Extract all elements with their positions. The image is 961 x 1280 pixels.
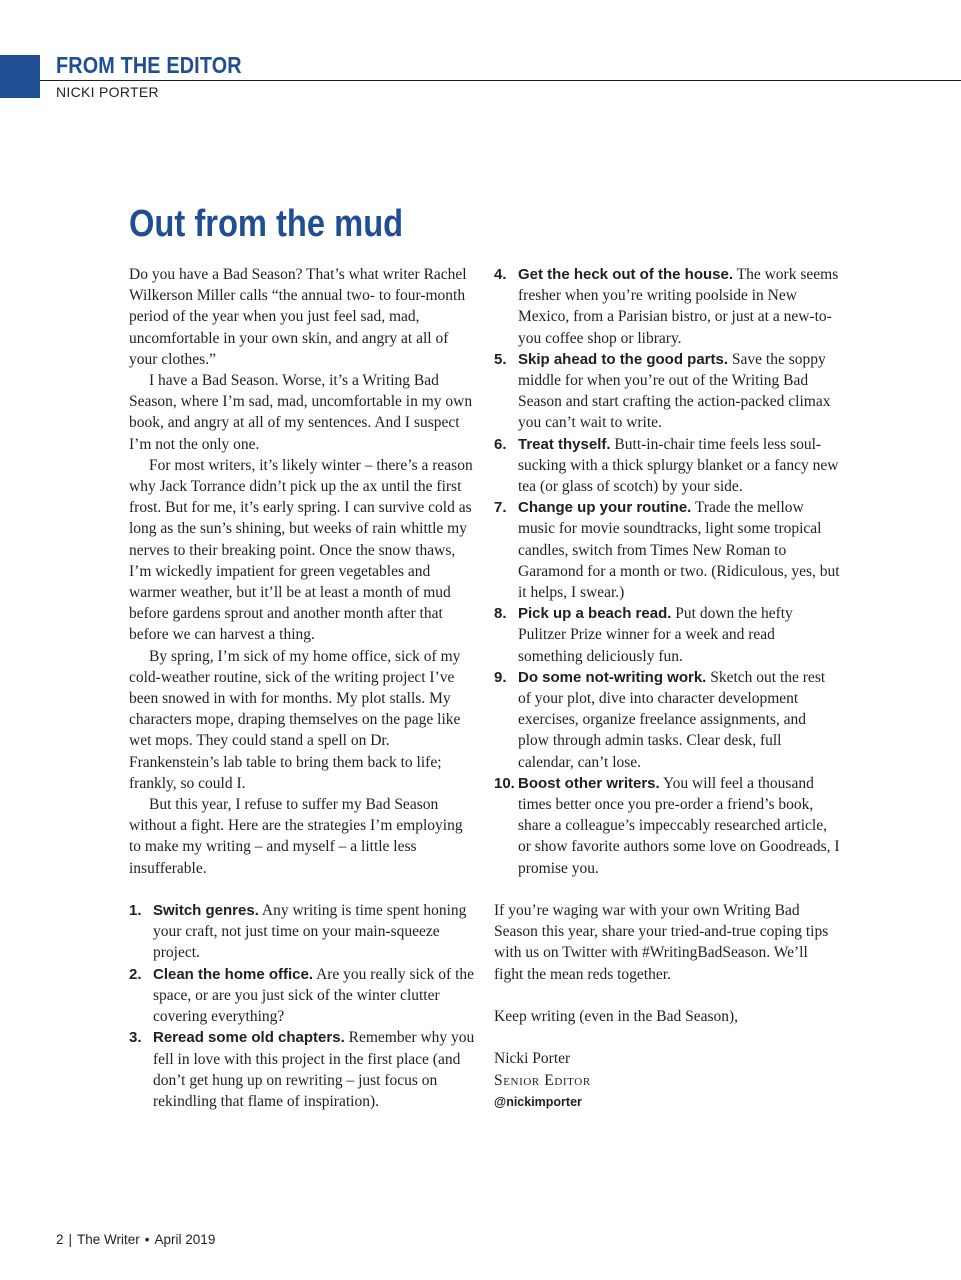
- section-title: FROM THE EDITOR: [56, 52, 242, 78]
- article-column-right: [494, 264, 840, 1113]
- article-title: Out from the mud: [129, 203, 404, 245]
- list-item: [129, 900, 475, 964]
- page-number: 2: [56, 1232, 64, 1247]
- list-number: 9.: [494, 668, 507, 686]
- list-text: You will feel a thousand times better once you pre-order a friend’s book, share a colleague’s impeccably researched article, or show favorite authors some love on Goodreads, I promise you.: [518, 774, 840, 877]
- header-accent-block: [0, 55, 40, 98]
- article-column-left: [129, 264, 475, 1112]
- footer-divider: |: [68, 1232, 73, 1247]
- twitter-handle[interactable]: @nickimporter: [494, 1094, 582, 1109]
- list-number: 4.: [494, 266, 507, 283]
- list-number: 8.: [494, 605, 507, 623]
- issue-date: April 2019: [154, 1232, 216, 1247]
- list-text: Remember why you fell in love with this project in the first place (and don’t get hung up on rewriting – just focus on rekindling that flame of inspiration).: [153, 1029, 475, 1110]
- list-lead: Do some not-writing work.: [518, 668, 707, 686]
- list-number: 3.: [129, 1029, 142, 1047]
- list-number: 7.: [494, 499, 507, 517]
- list-number: 6.: [494, 435, 507, 453]
- list-text: Are you really sick of the space, or are you just sick of the winter clutter covering everything?: [153, 965, 475, 1026]
- list-lead: Skip ahead to the good parts.: [518, 350, 729, 368]
- publication-name: The Writer: [77, 1232, 140, 1247]
- signoff: Keep writing (even in the Bad Season),: [494, 1008, 739, 1026]
- page-footer: [56, 1232, 215, 1247]
- intro-paragraph: I have a Bad Season. Worse, it’s a Writing Bad Season, where I’m sad, mad, uncomfortable in my own book, and angry at all of my sentences. And I suspect I’m not the only one.: [129, 372, 473, 453]
- list-item: [494, 773, 840, 879]
- author-name: NICKI PORTER: [56, 84, 159, 100]
- list-text: The work seems fresher when you’re writing poolside in New Mexico, from a Parisian bistro, or just at a new-to-you coffee shop or library.: [518, 266, 839, 347]
- list-item: [129, 964, 475, 1028]
- intro-paragraph: Do you have a Bad Season? That’s what writer Rachel Wilkerson Miller calls “the annual two- to four-month period of the year when you just feel sad, mad, uncomfortable in your own skin, and angry at all of your clothes.”: [129, 266, 467, 368]
- list-number: 1.: [129, 902, 142, 920]
- list-number: 10.: [494, 774, 515, 792]
- intro-paragraph: But this year, I refuse to suffer my Bad Season without a fight. Here are the strategies I’m employing to make my writing – and myself – a little less insufferable.: [129, 796, 463, 877]
- list-text: Trade the mellow music for movie soundtracks, light some tropical candles, switch from Times New Roman to Garamond for a month or two. (Ridiculous, yes, but it helps, I swear.): [518, 499, 840, 602]
- list-number: 2.: [129, 965, 142, 983]
- list-text: Put down the hefty Pulitzer Prize winner for a week and read something deliciously fun.: [518, 605, 793, 665]
- list-lead: Switch genres.: [153, 902, 259, 920]
- closing-paragraph: If you’re waging war with your own Writing Bad Season this year, share your tried-and-true coping tips with us on Twitter with #WritingBadSeason. We’ll fight the mean reds together.: [494, 902, 829, 983]
- list-text: Butt-in-chair time feels less soul-sucking with a thick splurgy blanket or a fancy new tea (or glass of scotch) by your side.: [518, 435, 839, 496]
- list-item: [494, 264, 840, 349]
- list-lead: Reread some old chapters.: [153, 1029, 345, 1047]
- signature-role: Senior Editor: [494, 1071, 591, 1089]
- list-lead: Change up your routine.: [518, 499, 692, 517]
- list-item: [494, 349, 840, 434]
- list-number: 5.: [494, 350, 507, 368]
- list-lead: Pick up a beach read.: [518, 605, 672, 623]
- signature-name: Nicki Porter: [494, 1050, 571, 1068]
- header-rule: [40, 80, 961, 81]
- list-lead: Treat thyself.: [518, 435, 611, 453]
- footer-bullet: •: [144, 1232, 150, 1247]
- list-item: [494, 434, 840, 498]
- intro-paragraph: For most writers, it’s likely winter – there’s a reason why Jack Torrance didn’t pick up the ax until the first frost. But for me, it’s early spring. I can survive cold as long as the sun’s shining, but weeks of rain whittle my nerves to their breaking point. Once the snow thaws, I’m wickedly impatient for green vegetables and warmer weather, but it’ll be at least a month of mud before gardens sprout and another month after that before we can harvest a thing.: [129, 456, 473, 644]
- list-text: Save the soppy middle for when you’re out of the Writing Bad Season and start crafting the action-packed climax you can’t wait to write.: [518, 350, 831, 432]
- list-item: [494, 497, 840, 603]
- list-lead: Clean the home office.: [153, 965, 314, 983]
- list-text: Sketch out the rest of your plot, dive into character development exercises, organize freelance assignments, and plow through admin tasks. Clear desk, full calendar, can’t lose.: [518, 668, 826, 771]
- list-lead: Boost other writers.: [518, 774, 660, 792]
- intro-paragraph: By spring, I’m sick of my home office, sick of my cold-weather routine, sick of the writing project I’ve been snowed in with for months. My plot stalls. My characters mope, draping themselves on the page like wet mops. They could stand a spell on Dr. Frankenstein’s lab table to bring them back to life; frankly, so could I.: [129, 647, 461, 792]
- list-lead: Get the heck out of the house.: [518, 266, 734, 283]
- list-item: [494, 603, 840, 667]
- list-text: Any writing is time spent honing your craft, not just time on your main-squeeze project.: [153, 902, 467, 962]
- list-item: [129, 1027, 475, 1112]
- list-item: [494, 667, 840, 773]
